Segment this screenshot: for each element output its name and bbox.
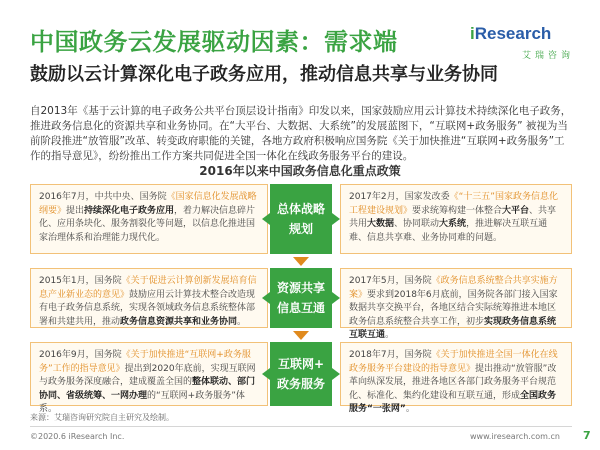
policy-text: 。 — [237, 316, 247, 327]
policy-card-right-1 — [340, 184, 572, 254]
policy-text: 提出推动“放管服”改革向纵深发展，推进各地区各部门政务服务平台规范化、标准化、集约化建设和互联互通，形成 — [349, 363, 557, 401]
connector-right-3 — [332, 368, 340, 380]
policy-text: 提出 — [66, 205, 85, 216]
arrow-down-icon — [293, 331, 309, 340]
connector-right-1 — [332, 213, 340, 225]
policy-text: 的“互联网+政务服务”体系。 — [39, 390, 245, 414]
policy-highlight: 实现政务信息系统互联互通 — [349, 316, 557, 340]
intro-paragraph: 自2013年《基于云计算的电子政务公共平台顶层设计指南》印发以来，国家鼓励应用云计算技术持续深化电子政务，推进政务信息化的资源共享和业务协同。在“大平台、大数据、大系统”的发展蓝图下，“互联网+政务服务” 被视为当前阶段推进“放管服”改革、转变政府职能的关键，各地方政府积极响应国务院《关于加快推进“互联网+政务服务”工作的指导意见》，纷纷推出工作方案共同促进全国一体化在线政务服务平台的建设。 — [30, 105, 572, 162]
arrow-down-icon — [293, 257, 309, 266]
page-number: 7 — [583, 429, 591, 442]
policy-card-left-2 — [30, 268, 268, 328]
policy-text: 。 — [405, 404, 415, 414]
category-box-3 — [270, 342, 332, 406]
policy-document-title: 《国家信息化发展战略纲要》 — [39, 192, 257, 216]
policy-table-title: 2016年以来中国政务信息化重点政策 — [199, 164, 401, 178]
website-link[interactable]: www.iresearch.com.cn — [470, 432, 560, 441]
footer-divider — [30, 426, 572, 427]
policy-text: 2018年7月，国务院 — [349, 350, 432, 360]
policy-text: 2017年5月，国务院 — [349, 276, 432, 286]
policy-document-title: 《“十三五”国家政务信息化工程建设规划》 — [349, 192, 558, 216]
policy-text: 。 — [385, 330, 395, 340]
policy-card-right-3 — [340, 342, 572, 414]
policy-document-title: 《关于促进云计算创新发展培育信息产业新业态的意见》 — [39, 276, 257, 300]
page-title: 中国政务云发展驱动因素：需求端 — [30, 28, 398, 56]
policy-text: ，推进解决互联互通难、信息共享难、业务协同难的问题。 — [349, 219, 548, 243]
logo-chinese: 艾瑞咨询 — [522, 51, 575, 61]
policy-text: 2017年2月，国家发改委 — [349, 192, 450, 202]
policy-text: 鼓励应用云计算技术整合改造现有电子政务信息系统，实现各领域政务信息系统整体部署和共建共用，推动 — [39, 289, 256, 327]
policy-text: 、共享共用 — [349, 205, 557, 229]
policy-text: 提出到2020年底前，实现互联网与政务服务深度融合，建成覆盖全国的 — [39, 363, 256, 387]
policy-text: 要求统筹构建一体整合 — [412, 205, 503, 216]
policy-card-left-1 — [30, 184, 268, 254]
copyright-text: ©2020.6 iResearch Inc. — [30, 432, 125, 441]
policy-text: 2015年1月，国务院 — [39, 276, 122, 286]
category-1-line2: 规划 — [288, 222, 313, 236]
category-1-line1: 总体战略 — [276, 202, 325, 216]
policy-highlight: 大系统 — [439, 219, 467, 229]
connector-left-3 — [262, 368, 270, 380]
policy-highlight: 整体联动、部门协同、省级统筹、一网办理 — [39, 377, 256, 401]
category-2-line2: 信息互通 — [276, 301, 325, 315]
policy-highlight: 大数据 — [367, 219, 395, 229]
category-3-line2: 政务服务 — [276, 377, 325, 391]
policy-document-title: 《政务信息系统整合共享实施方案》 — [349, 276, 558, 300]
policy-text: 2016年9月，国务院 — [39, 350, 122, 360]
policy-document-title: 《关于加快推进“互联网+政务服务”工作的指导意见》 — [39, 350, 251, 374]
policy-card-right-2 — [340, 268, 572, 340]
page-subtitle: 鼓励以云计算深化电子政务应用，推动信息共享与业务协同 — [30, 64, 498, 85]
connector-left-1 — [262, 213, 270, 225]
category-box-1 — [270, 184, 332, 254]
policy-highlight: 持续深化电子政务应用 — [84, 205, 175, 216]
policy-document-title: 《关于加快推进全国一体化在线政务服务平台建设的指导意见》 — [349, 350, 558, 374]
policy-card-left-3 — [30, 342, 268, 414]
policy-text: 、协同联动 — [394, 219, 440, 229]
policy-text: 要求到2018年6月底前，国务院各部门接入国家数据共享交换平台，各地区结合实际统筹推进本地区政务信息系统整合共享工作，初步 — [349, 289, 558, 327]
policy-highlight: 政务信息资源共享和业务协同 — [120, 316, 238, 327]
policy-text: ，着力解决信息碎片化、应用条块化、服务割裂化等问题，以信息化推进国家治理体系和治理能力现代化。 — [39, 205, 256, 243]
connector-right-2 — [332, 292, 340, 304]
policy-highlight: 全国政务服务“一张网” — [349, 390, 557, 414]
policy-text: 2016年7月，中共中央、国务院 — [39, 192, 167, 202]
source-note: 来源：艾瑞咨询研究院自主研究及绘制。 — [30, 413, 174, 422]
category-2-line1: 资源共享 — [276, 281, 325, 295]
policy-highlight: 大平台 — [502, 205, 530, 216]
logo-i: i — [470, 24, 475, 43]
iresearch-logo — [460, 24, 580, 64]
connector-left-2 — [262, 292, 270, 304]
category-3-line1: 互联网+ — [277, 357, 325, 371]
logo-research: Research — [474, 24, 552, 43]
category-box-2 — [270, 268, 332, 328]
